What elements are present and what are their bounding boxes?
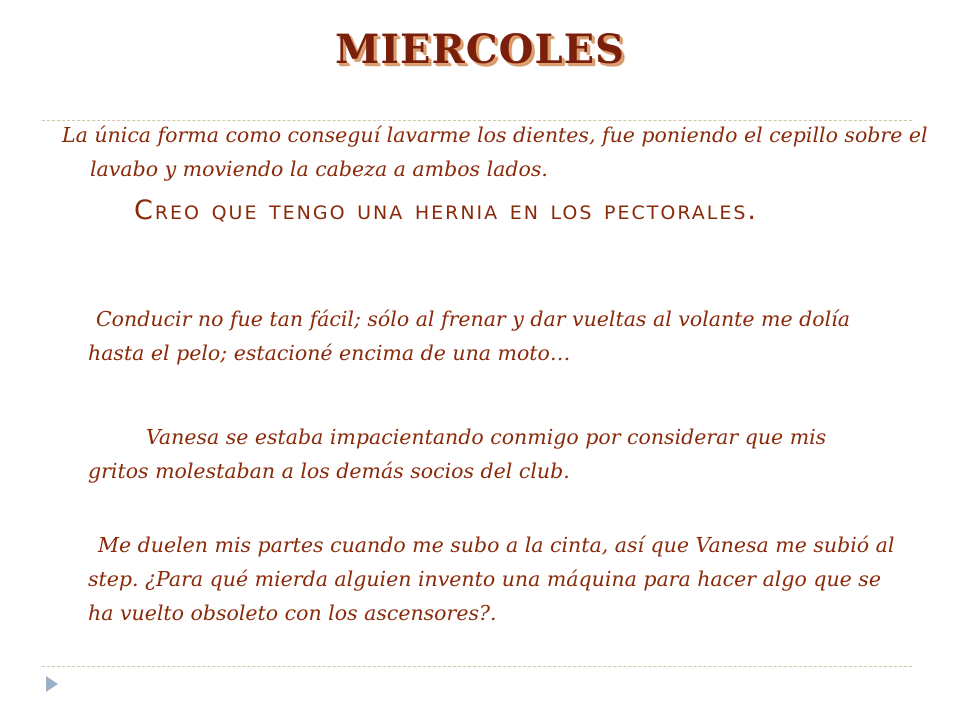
- paragraph-2: Creo que tengo una hernia en los pectorales.: [134, 195, 758, 226]
- paragraph-1: La única forma como conseguí lavarme los dientes, fue poniendo el cepillo sobre el lavabo y moviendo la cabeza a ambos lados.: [62, 123, 928, 181]
- paragraph-3: Conducir no fue tan fácil; sólo al frenar y dar vueltas al volante me dolía hasta el pelo; estacioné encima de una moto…: [88, 307, 850, 365]
- triangle-bullet-icon: [46, 676, 58, 692]
- paragraph-4: Vanesa se estaba impacientando conmigo por considerar que mis gritos molestaban a los demás socios del club.: [88, 425, 827, 483]
- bottom-divider: [42, 666, 912, 667]
- paragraph-5: Me duelen mis partes cuando me subo a la cinta, así que Vanesa me subió al step. ¿Para qué mierda alguien invento una máquina para hacer algo que se ha vuelto obsoleto con los ascensores?.: [88, 533, 895, 625]
- slide-title: MIERCOLES: [335, 26, 625, 73]
